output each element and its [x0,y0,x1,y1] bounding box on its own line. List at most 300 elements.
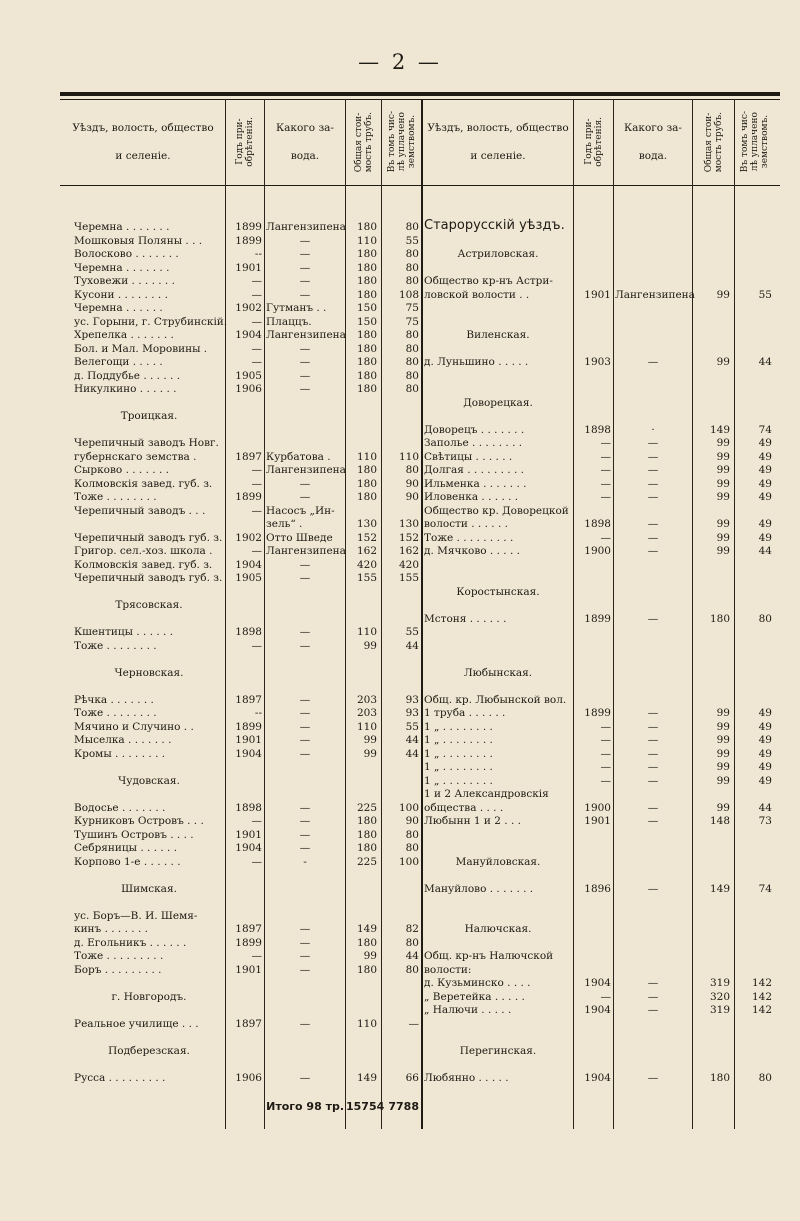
row-year: — [251,464,262,476]
row-year: 1899 [235,221,262,233]
row-plant: — [299,963,311,976]
row-name: „ Налючи . . . . . [424,1004,512,1016]
row-cost: 180 [356,356,377,368]
row-year: 1899 [235,936,262,949]
row-cost: 180 [356,383,377,395]
row-cost: 148 [709,815,730,827]
row-plant: - [303,855,307,868]
row-year: — [251,356,262,368]
row-year: — [600,464,611,476]
row-cost: 99 [716,774,730,787]
row-year: — [600,774,611,787]
row-name: Любынн 1 и 2 . . . [424,815,521,827]
row-name: Волосково . . . . . . . [74,248,179,260]
row-name: Тоже . . . . . . . . [74,639,157,652]
row-name: кинъ . . . . . . . [74,923,148,935]
row-year: 1901 [235,963,262,976]
row-name: Колмовскія завед. губ. з. [74,477,213,490]
row-name: Тоже . . . . . . . . . [74,950,164,962]
row-paid: 80 [405,221,419,233]
row-paid: 80 [405,329,419,341]
row-year: 1899 [235,491,262,503]
row-name: „ Веретейка . . . . . [424,990,525,1003]
row-paid: 90 [405,477,419,490]
section-heading: Виленская. [466,329,530,341]
row-plant: — [299,720,311,733]
row-year: 1897 [235,693,262,706]
row-name: Черепичный заводъ губ. з. [74,572,223,584]
row-plant: — [299,491,311,503]
row-paid: 80 [405,936,419,949]
row-name: Русса . . . . . . . . . [74,1071,166,1084]
row-paid: 155 [398,572,419,584]
row-cost: 99 [716,734,730,746]
top-rule [60,92,780,96]
row-plant: — [299,950,311,962]
row-name: Курниковъ Островъ . . . [74,815,204,827]
row-year: — [600,761,611,773]
row-year: 1900 [584,801,611,814]
row-year: 1898 [235,626,262,638]
row-cost: 110 [356,1017,377,1030]
row-cost: 180 [356,464,377,476]
row-cost: 155 [356,572,377,584]
row-year: — [600,450,611,463]
row-name: Сырково . . . . . . . [74,464,169,476]
row-cost: 180 [356,815,377,827]
row-plant: Плаццъ. [266,315,312,328]
row-year: 1897 [235,450,262,463]
row-paid: 49 [758,761,772,773]
row-cost: 180 [356,828,377,841]
row-year: — [251,477,262,490]
row-plant: — [299,275,311,287]
row-year: 1899 [584,612,611,625]
row-name: д. Мячково . . . . . [424,545,520,557]
row-plant: — [299,356,311,368]
row-cost: 149 [356,923,377,935]
row-plant: — [647,545,659,557]
row-plant: — [647,774,659,787]
row-plant: — [647,612,659,625]
row-cost: 149 [709,423,730,436]
row-year: 1904 [584,1071,611,1084]
row-name: общества . . . . [424,801,504,814]
row-year: — [251,342,262,355]
row-cost: 180 [356,342,377,355]
row-paid: 80 [405,248,419,260]
row-paid: 80 [405,828,419,841]
row-name: Общ. кр. Любынской вол. [424,693,567,706]
row-year: — [600,747,611,760]
row-plant: — [647,356,659,368]
row-paid: 49 [758,774,772,787]
row-plant: Курбатова . [266,450,331,463]
row-plant: — [299,383,311,395]
row-name: Тоже . . . . . . . . [74,707,157,719]
row-paid: 80 [405,842,419,854]
row-plant: — [299,477,311,490]
row-name: Хрепелка . . . . . . . [74,329,174,341]
total-paid: 7788 [388,1100,419,1113]
row-plant: — [647,1004,659,1016]
row-paid: 49 [758,518,772,530]
row-cost: 180 [356,261,377,274]
row-name: Мануйлово . . . . . . . [424,882,534,895]
row-paid: 100 [398,801,419,814]
row-paid: 49 [758,747,772,760]
row-plant: — [647,882,659,895]
row-paid: 142 [751,990,772,1003]
row-plant: — [299,707,311,719]
row-paid: 55 [405,626,419,638]
row-name: Доворецъ . . . . . . . [424,423,525,436]
row-paid: 90 [405,815,419,827]
row-paid: 110 [398,450,419,463]
row-year: 1898 [584,423,611,436]
row-paid: 49 [758,477,772,490]
row-cost: 99 [716,761,730,773]
row-name: Водосье . . . . . . . [74,801,166,814]
row-plant: · [651,423,655,436]
header-year-right: Годъ при- обрѣтенія. [583,117,604,167]
row-name: Реальное училище . . . [74,1017,199,1030]
row-name: Долгая . . . . . . . . . [424,464,524,476]
row-cost: 180 [356,936,377,949]
row-plant: — [647,450,659,463]
row-plant: — [299,923,311,935]
row-year: — [251,288,262,301]
row-cost: 180 [356,491,377,503]
row-plant: — [299,828,311,841]
row-name: Себряницы . . . . . . [74,842,178,854]
section-heading: Чудовская. [118,774,180,787]
row-name: Бол. и Мал. Моровины . [74,342,208,355]
row-cost: 99 [716,491,730,503]
row-plant: — [647,437,659,449]
row-paid: 80 [405,356,419,368]
row-name: Свѣтицы . . . . . . [424,450,513,463]
row-year: 1897 [235,1017,262,1030]
row-year: 1901 [584,815,611,827]
row-plant: — [647,761,659,773]
section-heading: г. Новгородъ. [111,990,187,1003]
row-name: д. Поддубье . . . . . . [74,369,181,382]
row-name: Черемна . . . . . . . [74,261,170,274]
row-cost: 110 [356,720,377,733]
row-paid: 44 [758,801,772,814]
row-year: 1904 [235,842,262,854]
row-cost: 180 [356,477,377,490]
row-name: Боръ . . . . . . . . . [74,963,162,976]
row-plant: Лангензипена [615,288,695,301]
row-plant: — [299,801,311,814]
row-paid: 100 [398,855,419,868]
row-cost: 162 [356,545,377,557]
row-year: — [251,315,262,328]
row-year: — [251,504,262,517]
row-plant: Лангензипена [266,221,346,233]
header-district-left: Уѣздъ, волость, общество и селеніе. [72,122,214,162]
center-divider [421,99,423,1129]
row-cost: 130 [356,518,377,530]
row-paid: 66 [405,1071,419,1084]
row-plant: Лангензипена [266,464,346,476]
header-plant-left: Какого за- вода. [276,122,334,162]
row-cost: 99 [716,531,730,544]
row-year: 1896 [584,882,611,895]
row-name: 1 „ . . . . . . . . [424,761,493,773]
row-cost: 203 [356,707,377,719]
row-cost: 99 [716,464,730,476]
row-cost: 150 [356,302,377,314]
row-paid: 55 [405,234,419,247]
row-plant: — [299,288,311,301]
row-paid: 49 [758,707,772,719]
row-plant: — [647,1071,659,1084]
row-plant: — [647,801,659,814]
row-year: 1899 [584,707,611,719]
row-paid: 80 [405,342,419,355]
row-cost: 99 [363,639,377,652]
section-heading: Доворецкая. [463,396,533,409]
row-name: Кромы . . . . . . . . [74,747,166,760]
section-heading: Шимская. [121,882,177,895]
row-year: 1900 [584,545,611,557]
row-name: Григор. сел.-хоз. школа . [74,545,213,557]
row-paid: 80 [405,464,419,476]
row-plant: Лангензипена [266,329,346,341]
row-name: ус. Горыни, г. Струбинскій. [74,315,228,328]
row-year: 1899 [235,720,262,733]
section-heading: Перегинская. [459,1044,537,1057]
row-plant: — [299,842,311,854]
row-cost: 180 [356,288,377,301]
column-divider [613,99,614,1129]
row-name: 1 „ . . . . . . . . [424,734,493,746]
row-plant: — [299,234,311,247]
row-paid: 44 [758,545,772,557]
row-name: Черепичный заводъ губ. з. [74,531,223,544]
row-name: д. Егольникъ . . . . . . [74,936,187,949]
section-heading: Коростынская. [456,585,540,598]
row-name: Колмовскія завед. губ. з. [74,558,213,571]
row-year: — [251,950,262,962]
row-year: 1906 [235,1071,262,1084]
row-cost: 180 [356,842,377,854]
row-year: 1898 [235,801,262,814]
row-plant: — [299,626,311,638]
row-cost: 319 [709,977,730,989]
row-name: губернскаго земства . [74,450,197,463]
row-year: 1904 [235,329,262,341]
row-cost: 99 [716,288,730,301]
row-cost: 150 [356,315,377,328]
row-paid: 49 [758,464,772,476]
row-year: -- [254,248,262,260]
row-plant: — [299,572,311,584]
row-name: д. Луньшино . . . . . [424,356,529,368]
row-cost: 180 [709,1071,730,1084]
row-plant: — [299,248,311,260]
row-paid: 44 [405,950,419,962]
page-number: — 2 — [358,50,442,74]
row-cost: 225 [356,855,377,868]
row-year: — [600,531,611,544]
row-year: 1902 [235,302,262,314]
row-cost: 99 [716,437,730,449]
row-cost: 110 [356,234,377,247]
row-year: -- [254,707,262,719]
row-paid: 82 [405,923,419,935]
row-name: Туховежи . . . . . . . [74,275,175,287]
row-plant: — [299,342,311,355]
row-plant: — [299,734,311,746]
row-name: Мошковыя Поляны . . . [74,234,203,247]
column-divider [264,99,265,1129]
row-paid: 55 [405,720,419,733]
row-paid: 44 [405,747,419,760]
row-cost: 99 [363,950,377,962]
row-plant: — [299,639,311,652]
header-rule [60,185,780,186]
header-paid-left: Въ томъ чис- лѣ уплачено земствомъ. [386,111,417,173]
row-paid: 55 [758,288,772,301]
header-district-right: Уѣздъ, волость, общество и селеніе. [427,122,569,162]
row-plant: Насосъ „Ин- [266,504,335,517]
row-year: 1898 [584,518,611,530]
row-paid: 80 [758,1071,772,1084]
row-name: Общество кр. Доворецкой [424,504,569,517]
row-paid: 142 [751,977,772,989]
row-cost: 99 [716,720,730,733]
row-plant: — [647,815,659,827]
row-name: 1 „ . . . . . . . . [424,774,493,787]
row-year: — [251,275,262,287]
row-cost: 320 [709,990,730,1003]
row-paid: 44 [405,734,419,746]
row-cost: 203 [356,693,377,706]
row-paid: 75 [405,315,419,328]
row-year: — [251,545,262,557]
row-year: 1904 [235,558,262,571]
row-cost: 110 [356,626,377,638]
row-name: Общ. кр-нъ Налючской [424,950,554,962]
row-year: 1901 [584,288,611,301]
row-year: 1904 [584,1004,611,1016]
header-cost-left: Общая стои- мость трубъ. [353,111,374,173]
row-paid: 80 [405,383,419,395]
section-heading: Троицкая. [120,410,178,422]
row-year: 1897 [235,923,262,935]
row-name: Тушинъ Островъ . . . . [74,828,194,841]
row-cost: 99 [716,450,730,463]
row-name: Кусони . . . . . . . . [74,288,168,301]
row-name: волости . . . . . . [424,518,508,530]
row-paid: 130 [398,518,419,530]
row-name: Ильменка . . . . . . . [424,477,527,490]
row-name: Велегощи . . . . . [74,356,163,368]
row-year: 1901 [235,828,262,841]
header-paid-right: Въ томъ чис- лѣ уплачено земствомъ. [740,111,770,173]
row-plant: — [647,990,659,1003]
row-year: 1903 [584,356,611,368]
row-cost: 110 [356,450,377,463]
row-cost: 99 [716,477,730,490]
row-plant: Лангензипена [266,545,346,557]
row-paid: 49 [758,734,772,746]
row-name: Мстоня . . . . . . [424,612,507,625]
row-cost: 420 [356,558,377,571]
section-heading: Подберезская. [108,1044,190,1057]
row-cost: 99 [716,801,730,814]
row-plant: — [299,693,311,706]
row-paid: — [408,1017,419,1030]
row-name: Черепичный заводъ Новг. [74,437,219,449]
row-paid: 73 [758,815,772,827]
row-name: 1 „ . . . . . . . . [424,747,493,760]
row-cost: 149 [709,882,730,895]
header-plant-right: Какого за- вода. [624,122,682,162]
section-heading: Мануйловская. [455,855,541,868]
row-paid: 49 [758,491,772,503]
row-year: — [600,990,611,1003]
row-year: 1899 [235,234,262,247]
row-plant: — [299,936,311,949]
row-cost: 180 [356,248,377,260]
row-year: — [600,720,611,733]
header-year-left: Годъ при- обрѣтенія. [235,117,255,167]
row-year: — [600,734,611,746]
row-cost: 149 [356,1071,377,1084]
row-paid: 74 [758,882,772,895]
row-plant: — [647,464,659,476]
region-heading: Старорусскій уѣздъ. [424,218,565,233]
row-paid: 420 [398,558,419,571]
row-name: 1 труба . . . . . . [424,707,506,719]
row-paid: 44 [405,639,419,652]
row-name: Рѣчка . . . . . . . [74,693,154,706]
row-year: — [251,855,262,868]
row-plant: — [299,261,311,274]
total-label: Итого 98 тр. [266,1100,344,1113]
row-name: Тоже . . . . . . . . [74,491,157,503]
row-paid: 49 [758,531,772,544]
row-name: ловской волости . . [424,288,530,301]
row-cost: 180 [356,329,377,341]
row-year: — [251,639,262,652]
row-paid: 80 [405,261,419,274]
row-paid: 108 [398,288,419,301]
row-year: 1904 [584,977,611,989]
row-paid: 75 [405,302,419,314]
row-paid: 80 [758,612,772,625]
row-paid: 49 [758,437,772,449]
row-plant: — [299,747,311,760]
row-name: Черемна . . . . . . . [74,221,170,233]
row-paid: 74 [758,423,772,436]
row-name: Иловенка . . . . . . [424,491,519,503]
row-cost: 99 [363,734,377,746]
row-year: 1906 [235,383,262,395]
row-paid: 80 [405,369,419,382]
row-year: — [251,815,262,827]
row-paid: 93 [405,693,419,706]
section-heading: Любынская. [463,666,533,679]
row-plant: зель“ . [266,518,303,530]
row-year: — [600,477,611,490]
row-plant: — [647,977,659,989]
